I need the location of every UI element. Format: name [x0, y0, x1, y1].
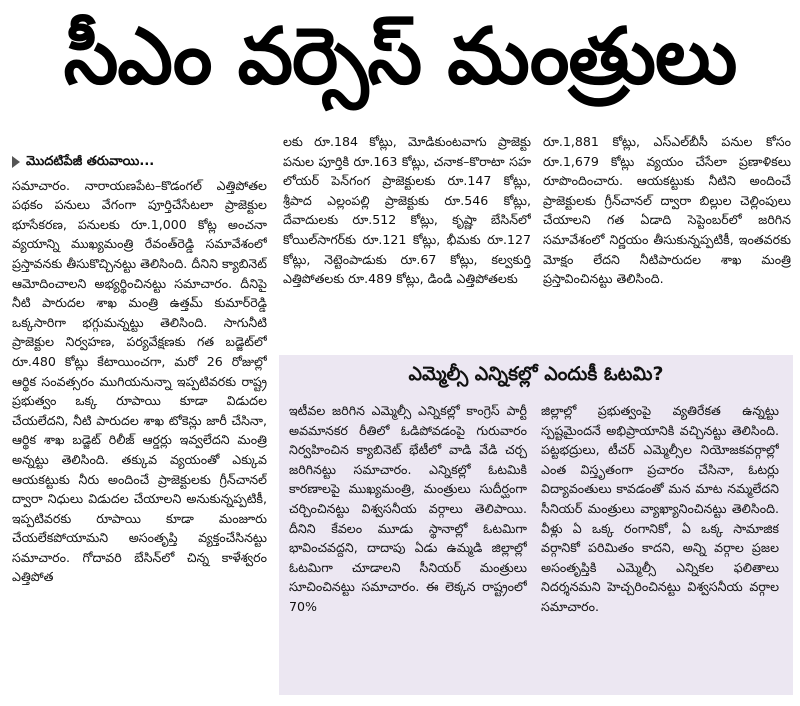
headline: సీఎం వర్సెస్ మంత్రులు: [63, 11, 737, 102]
continuation-label: [12, 152, 267, 172]
sidebar-column-2: జిల్లాల్లో ప్రభుత్వంపై వ్యతిరేకత ఉన్నట్టు స్పష్టమైందనే అభిప్రాయానికి వచ్చినట్టు తెలిసింది. పట్టభద్రులు, టీచర్ ఎమ్మెల్సీల నియోజకవర్గాల్లో ఎంత విస్తృతంగా ప్రచారం చేసినా, ఓటర్లు విద్యావంతులు కావడంతో మన మాట నమ్మలేదని సీనియర్ మంత్రులు వ్యాఖ్యానించినట్టు తెలిసింది. వీళ్లు ఏ ఒక్క రంగానికో, ఏ ఒక్క సామాజిక వర్గానికో పరిమితం కాదని, అన్ని వర్గాల ప్రజల అసంతృప్తికి ఎమ్మెల్సీ ఎన్నికల ఫలితాలు నిదర్శనమని హెచ్చరించినట్టు విశ్వసనీయ వర్గాల సమాచారం.: [541, 403, 779, 614]
column-3-text: రూ.1,881 కోట్లు, ఎస్‌ఎల్‌బీసీ పనుల కోసం రూ.1,679 కోట్లు వ్యయం చేసేలా ప్రణాళికలు రూపొందించారు. ఆయకట్టుకు నీటిని అందించే ప్రాజెక్టులకు గ్రీన్‌చానల్ ద్వారా బిల్లుల చెల్లింపులు చేయాలని గత ఏడాది సెప్టెంబర్‌లో జరిగిన సమావేశంలో నిర్ణయం తీసుకున్నప్పటికీ, ఇంతవరకు మోక్షం లేదని నీటిపారుదల శాఖ మంత్రి ప్రస్తావించినట్టు తెలిసింది.: [543, 134, 791, 287]
sidebar-column-1: ఇటీవల జరిగిన ఎమ్మెల్సీ ఎన్నికల్లో కాంగ్రెస్ పార్టీ అవమానకర రీతిలో ఓడిపోవడంపై గురువారం నిర్వహించిన క్యాబినెట్ భేటీలో వాడి వేడి చర్చ జరిగినట్టు సమాచారం. ఎన్నికల్లో ఓటమికి కారణాలపై ముఖ్యమంత్రి, మంత్రులు సుదీర్ఘంగా చర్చించినట్టు విశ్వసనీయ వర్గాలు తెలిపాయి. దీనిని కేవలం మూడు స్థానాల్లో ఓటమిగా భావించవద్దని, దాదాపు ఏడు ఉమ్మడి జిల్లాల్లో ఓటమిగా చూడాలని సీనియర్ మంత్రులు సూచించినట్టు సమాచారం. ఈ లెక్కన రాష్ట్రంలో 70%: [289, 403, 527, 614]
article-column-3: [543, 132, 791, 350]
triangle-bullet-icon: [12, 156, 20, 168]
column-1-text: సమాచారం. నారాయణపేట–కొడంగల్ ఎత్తిపోతల పథకం పనులు వేగంగా పూర్తిచేసేటలా ప్రాజెక్టుల భూసేకరణ, పనులకు రూ.1,000 కోట్ల అంచనా వ్యయాన్ని ముఖ్యమంత్రి రేవంత్‌రెడ్డి సమావేశంలో ప్రస్తావనకు తీసుకొచ్చినట్టు తెలిసింది. దీనిని క్యాబినెట్ ఆమోదించాలని అభ్యర్థించినట్టు సమాచారం. దీనిపై నీటి పారుదల శాఖ మంత్రి ఉత్తమ్ కుమార్‌రెడ్డి ఒక్కసారిగా భగ్గుమన్నట్టు తెలిసింది. సాగునీటి ప్రాజెక్టుల నిర్వహణ, పర్యవేక్షణకు గత బడ్జెట్‌లో రూ.480 కోట్లు కేటాయించగా, మరో 26 రోజుల్లో ఆర్థిక సంవత్సరం ముగియనున్నా ఇప్పటివరకు రాష్ట్ర ప్రభుత్వం ఒక్క రూపాయి కూడా విడుదల చేయలేదని, నీటి పారుదల శాఖ టోకెన్లు జారీ చేసినా, ఆర్థిక శాఖ బడ్జెట్ రిలీజ్ ఆర్డర్లు ఇవ్వలేదని మంత్రి అన్నట్టు తెలిసింది. తక్కువ వ్యయంతో ఎక్కువ ఆయకట్టుకు నీరు అందించే ప్రాజెక్టులకు గ్రీన్‌చానల్ ద్వారా నిధులు విడుదల చేయాలని అనుకున్నప్పటికీ, ఇప్పటివరకు రూపాయి కూడా మంజూరు చేయలేకపోయామని అసంతృప్తి వ్యక్తంచేసినట్టు సమాచారం. గోదావరి బేసిన్‌లో చిన్న కాళేశ్వరం ఎత్తిపోత: [12, 177, 267, 585]
article-column-1: [12, 152, 267, 700]
article-column-2: [283, 132, 531, 350]
sidebar-box: [279, 355, 793, 695]
sidebar-title: ఎమ్మెల్సీ ఎన్నికల్లో ఎందుకీ ఓటమి?: [408, 363, 664, 385]
column-2-text: లకు రూ.184 కోట్లు, మోడికుంటవాగు ప్రాజెక్టు పనుల పూర్తికి రూ.163 కోట్లు, చనాక–కొరాటా సహ లోయర్ పెన్‌గంగ ప్రాజెక్టులకు రూ.147 కోట్లు, శ్రీపాద ఎల్లంపల్లి ప్రాజెక్టుకు రూ.546 కోట్లు, దేవాదులకు రూ.512 కోట్లు, కృష్ణా బేసిన్‌లో కోయిల్‌సాగర్‌కు రూ.121 కోట్లు, భీమకు రూ.127 కోట్లు, నెట్టెంపాడుకు రూ.67 కోట్లు, కల్వకుర్తి ఎత్తిపోతలకు రూ.489 కోట్లు, డిండి ఎత్తిపోతలకు: [283, 134, 531, 287]
continuation-text: మొదటిపేజీ తరువాయి...: [26, 154, 155, 169]
